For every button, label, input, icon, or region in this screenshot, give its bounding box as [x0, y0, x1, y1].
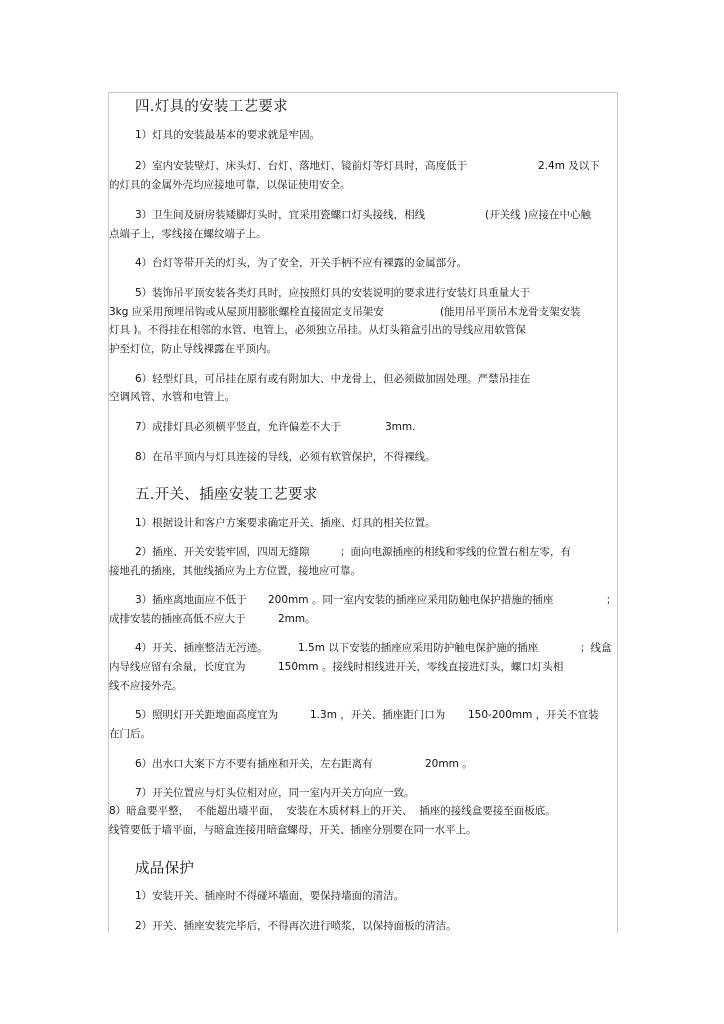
text-line: (开关线 )应接在中心触 [485, 209, 592, 221]
text-line: 在门后。 [109, 728, 151, 740]
text-line: 3）卫生间及厨房装矮脚灯头时，宜采用瓷螺口灯头接线，相线 [135, 209, 426, 221]
text-line: 2mm。 [278, 613, 316, 625]
section-6-title: 成品保护 [135, 861, 195, 877]
text-line: 2）室内安装壁灯、床头灯、台灯、落地灯、镜前灯等灯具时，高度低于 [135, 160, 468, 172]
text-line: ；线盒 [580, 642, 612, 654]
text-line: 200mm 。同一室内安装的插座应采用防触电保护措施的插座 [268, 594, 554, 606]
text-line: 150mm 。接线时相线进开关，零线直接进灯头，螺口灯头相 [278, 661, 564, 673]
text-line: 2.4m 及以下 [538, 160, 600, 172]
text-line: 4）开关、插座整洁无污迹。 [135, 642, 268, 654]
text-line: 灯具 )。不得挂在相邻的水管、电管上，必须独立吊挂。从灯头箱盒引出的导线应用软管保 [109, 324, 526, 336]
text-line: 5）照明灯开关距地面高度宜为 [135, 709, 279, 721]
text-line: ； [606, 594, 617, 606]
text-line: 4）台灯等带开关的灯头，为了安全，开关手柄不应有裸露的金属部分。 [135, 257, 468, 269]
text-line: 1）安装开关、插座时不得碰坏墙面，要保持墙面的清洁。 [135, 890, 405, 902]
text-line: ；面向电源插座的相线和零线的位置右相左零，有 [340, 546, 571, 558]
text-line: 成排安装的插座高低不应大于 [109, 613, 246, 625]
text-line: 7）开关位置应与灯头位相对应，同一室内开关方向应一致。 [135, 787, 415, 799]
text-line: 2）插座、开关安装牢固，四周无缝隙 [135, 546, 310, 558]
text-line: 8）在吊平顶内与灯具连接的导线，必须有软管保护，不得裸线。 [135, 451, 436, 463]
text-line: 内导线应留有余量，长度宜为 [109, 661, 246, 673]
text-line: 8）暗盒要平整， 不能超出墙平面， 安装在木质材料上的开关、 插座的接线盒要接至面板底。 [109, 805, 556, 817]
text-line: 的灯具的金属外壳均应接地可靠，以保证使用安全。 [109, 179, 351, 191]
text-line: 空调风管、水管和电管上。 [109, 391, 235, 403]
text-line: 1）灯具的安装最基本的要求就是牢固。 [135, 129, 321, 141]
text-line: 2）开关、插座安装完毕后，不得再次进行喷浆，以保持面板的清洁。 [135, 920, 457, 932]
text-line: (能用吊平顶吊木龙骨支架安装 [440, 306, 581, 318]
text-line: 6）轻型灯具，可吊挂在原有或有附加大、中龙骨上，但必须做加固处理。严禁吊挂在 [135, 373, 531, 385]
text-line: 线管要低于墙平面，与暗盒连接用暗盒螺母，开关、插座分别要在同一水平上。 [109, 824, 477, 836]
section-4-title: 四.灯具的安装工艺要求 [135, 99, 288, 115]
text-line: 点端子上，零线接在螺纹端子上。 [109, 228, 267, 240]
text-line: 6）出水口大案下方不要有插座和开关，左右距离有 [135, 758, 373, 770]
text-line: 1.3m ，开关、插座距门口为 [310, 709, 446, 721]
text-line: 3kg 应采用预埋吊钩或从屋顶用膨胀螺栓直接固定支吊架安 [109, 306, 384, 318]
section-5-title: 五.开关、插座安装工艺要求 [135, 487, 318, 503]
text-line: 接地孔的插座，其他线插应为上方位置，接地应可靠。 [109, 565, 361, 577]
text-line: 3）插座离地面应不低于 [135, 594, 247, 606]
text-line: 护至灯位，防止导线裸露在平顶内。 [109, 343, 277, 355]
text-line: 5）装饰吊平顶安装各类灯具时，应按照灯具的安装说明的要求进行安装灯具重量大于 [135, 287, 531, 299]
text-line: 线不应接外壳。 [109, 680, 183, 692]
text-line: 1）根据设计和客户方案要求确定开关、插座、灯具的相关位置。 [135, 517, 436, 529]
text-line: 1.5m 以下安装的插座应采用防护触电保护施的插座 [298, 642, 539, 654]
text-line: 3mm. [385, 421, 416, 433]
text-line: 7）成排灯具必须横平竖直，允许偏差不大于 [135, 421, 342, 433]
text-line: 150-200mm ，开关不宜装 [468, 709, 599, 721]
text-line: 20mm 。 [425, 758, 473, 770]
